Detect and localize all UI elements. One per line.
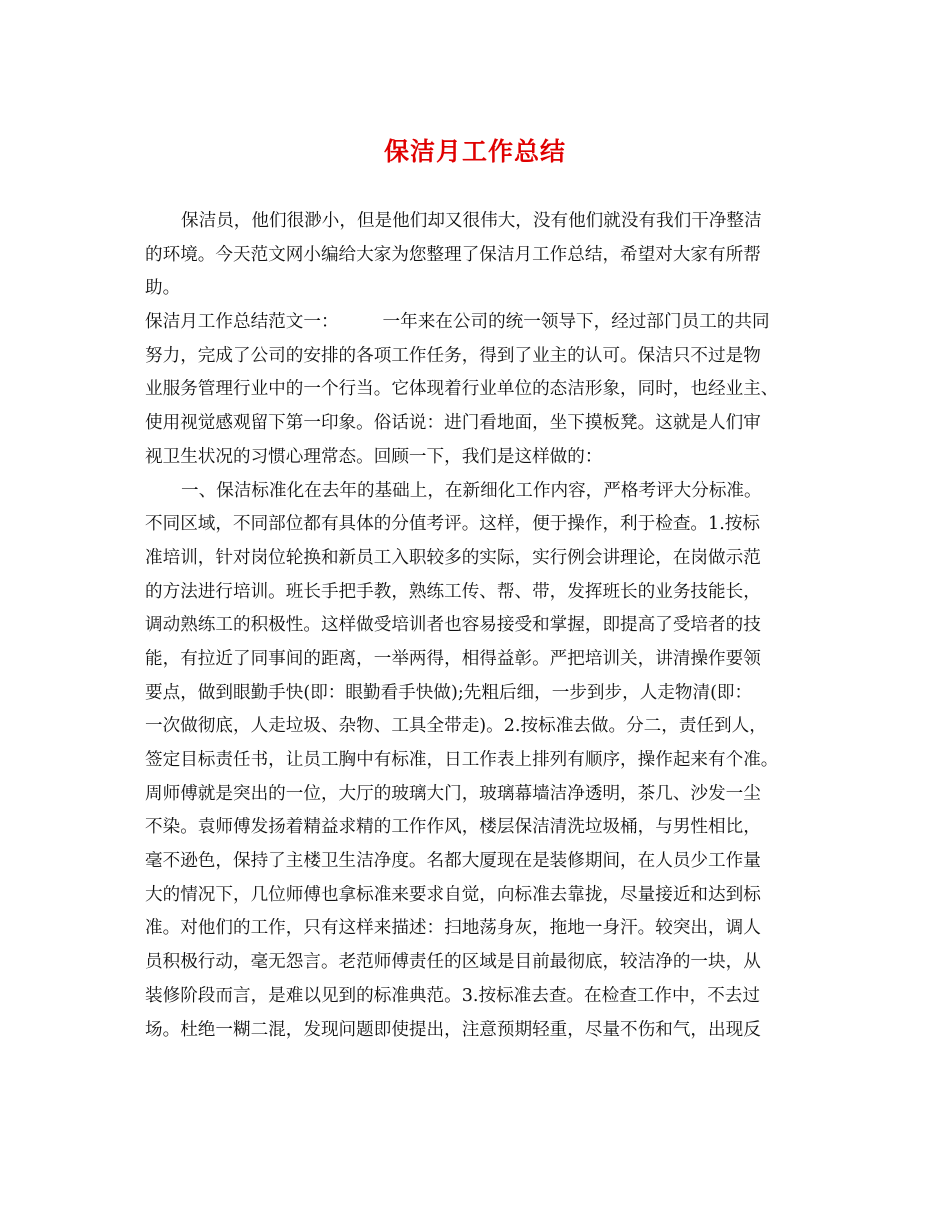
text-line: 要点，做到眼勤手快(即：眼勤看手快做);先粗后细，一步到步，人走物清(即： [145, 682, 753, 703]
text-line: 一、保洁标准化在去年的基础上，在新细化工作内容，严格考评大分标准。 [181, 480, 762, 501]
text-line: 能，有拉近了同事间的距离，一举两得，相得益彰。严把培训关，讲清操作要领 [145, 648, 761, 669]
text-line: 签定目标责任书，让员工胸中有标准，日工作表上排列有顺序，操作起来有个准。 [145, 750, 779, 770]
text-line: 助。 [145, 278, 181, 299]
document-title: 保洁月工作总结 [383, 137, 566, 166]
text-line: 准培训，针对岗位轮换和新员工入职较多的实际，实行例会讲理论，在岗做示范 [145, 547, 761, 568]
document-body [145, 205, 810, 1047]
text-line: 周师傅就是突出的一位，大厅的玻璃大门，玻璃幕墙洁净透明，茶几、沙发一尘 [145, 783, 761, 804]
text-line: 准。对他们的工作，只有这样来描述：扫地荡身灰，拖地一身汗。较突出，调人 [145, 918, 761, 939]
text-line: 一次做彻底，人走垃圾、杂物、工具全带走)。2.按标准去做。分二，责任到人， [145, 716, 767, 737]
text-line: 视卫生状况的习惯心理常态。回顾一下，我们是这样做的： [145, 446, 603, 467]
text-line: 不同区域，不同部位都有具体的分值考评。这样，便于操作，利于检查。1.按标 [145, 514, 760, 535]
text-line: 保洁员，他们很渺小，但是他们却又很伟大，没有他们就没有我们干净整洁 [181, 211, 762, 231]
text-line: 毫不逊色，保持了主楼卫生洁净度。名都大厦现在是装修期间，在人员少工作量 [145, 851, 761, 872]
text-line: 的环境。今天范文网小编给大家为您整理了保洁月工作总结，希望对大家有所帮 [145, 244, 761, 265]
text-line: 场。杜绝一糊二混，发现问题即使提出，注意预期轻重，尽量不伤和气，出现反 [145, 1019, 761, 1040]
text-line: 装修阶段而言，是难以见到的标准典范。3.按标准去查。在检查工作中，不去过 [145, 985, 760, 1006]
text-line: 使用视觉感观留下第一印象。俗话说：进门看地面，坐下摸板凳。这就是人们审 [145, 413, 761, 434]
text-line: 员积极行动，毫无怨言。老范师傅责任的区域是目前最彻底，较洁净的一块，从 [145, 952, 761, 973]
text-line: 保洁月工作总结范文一： 一年来在公司的统一领导下，经过部门员工的共同 [145, 312, 770, 333]
text-line: 不染。袁师傅发扬着精益求精的工作作风，楼层保洁清洗垃圾桶，与男性相比， [145, 817, 761, 838]
text-line: 业服务管理行业中的一个行当。它体现着行业单位的态洁形象，同时，也经业主、 [145, 379, 779, 400]
text-line: 调动熟练工的积极性。这样做受培训者也容易接受和掌握，即提高了受培者的技 [145, 615, 761, 636]
text-line: 努力，完成了公司的安排的各项工作任务，得到了业主的认可。保洁只不过是物 [145, 345, 761, 366]
text-line: 的方法进行培训。班长手把手教，熟练工传、帮、带，发挥班长的业务技能长， [145, 581, 761, 602]
text-line: 大的情况下，几位师傅也拿标准来要求自觉，向标准去靠拢，尽量接近和达到标 [145, 884, 761, 905]
